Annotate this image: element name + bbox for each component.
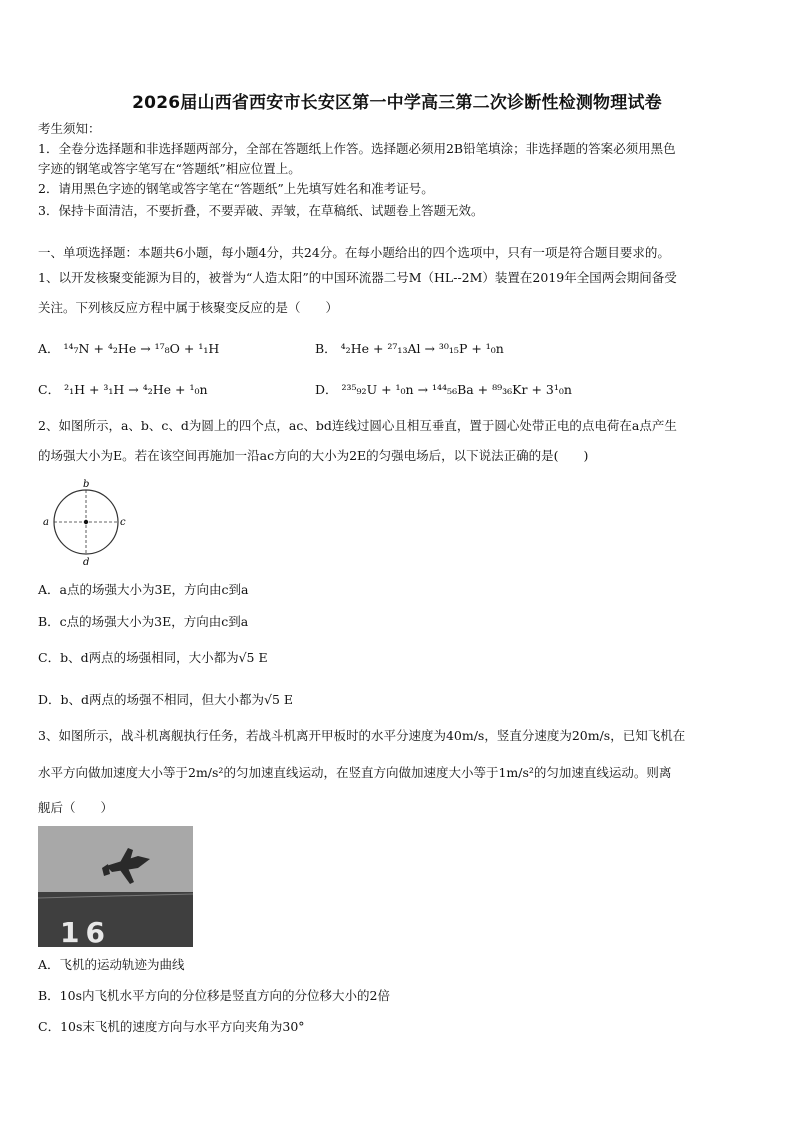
- q1-text-line2: 关注。下列核反应方程中属于核聚变反应的是（ ）: [38, 300, 339, 315]
- q1-option-c: [38, 380, 208, 398]
- deck-number: 16: [60, 916, 111, 947]
- q1-option-a: [38, 339, 219, 357]
- notice-heading: 考生须知：: [38, 121, 101, 136]
- q3-text-line1: 3、如图所示，战斗机离舰执行任务，若战斗机离开甲板时的水平分速度为40m/s，竖直分速度为20m/s，已知飞机在: [38, 728, 686, 743]
- q3-option-b: B．10s内飞机水平方向的分位移是竖直方向的分位移大小的2倍: [38, 988, 390, 1003]
- q2-option-d: D．b、d两点的场强不相同，但大小都为√5 E: [38, 692, 294, 707]
- option-label: A．: [38, 341, 60, 356]
- q2-text-line2: 的场强大小为E。若在该空间再施加一沿ac方向的大小为2E的匀强电场后，以下说法正确的是( ): [38, 448, 589, 463]
- option-label: B．: [315, 341, 337, 356]
- equation-b: ⁴₂He + ²⁷₁₃Al → ³⁰₁₅P + ¹₀n: [340, 341, 504, 356]
- q3-text-line3: 舰后（ ）: [38, 800, 114, 815]
- notice-item-1: 1．全卷分选择题和非选择题两部分，全部在答题纸上作答。选择题必须用2B铅笔填涂；非选择题的答案必须用黑色: [38, 141, 676, 156]
- q3-option-c: C．10s末飞机的速度方向与水平方向夹角为30°: [38, 1019, 305, 1034]
- label-a: a: [43, 517, 49, 528]
- equation-a: ¹⁴₇N + ⁴₂He → ¹⁷₈O + ¹₁H: [63, 341, 220, 356]
- q3-text-line2: 水平方向做加速度大小等于2m/s²的匀加速直线运动，在竖直方向做加速度大小等于1m/s²的匀加速直线运动。则离: [38, 765, 672, 780]
- q1-option-d: [315, 380, 572, 398]
- q1-text-line1: 1、以开发核聚变能源为目的，被誉为“人造太阳”的中国环流器二号M（HL--2M）装置在2019年全国两会期间备受: [38, 270, 677, 285]
- label-c: c: [120, 517, 126, 528]
- option-label: D．: [315, 382, 338, 397]
- q2-option-a: A．a点的场强大小为3E，方向由c到a: [38, 582, 249, 597]
- q3-option-a: A．飞机的运动轨迹为曲线: [38, 957, 185, 972]
- center-charge: [84, 520, 88, 524]
- notice-item-2: 2．请用黑色字迹的钢笔或答字笔在“答题纸”上先填写姓名和准考证号。: [38, 181, 434, 196]
- label-b: b: [83, 479, 90, 490]
- section-heading: 一、单项选择题：本题共6小题，每小题4分，共24分。在每小题给出的四个选项中，只有一项是符合题目要求的。: [38, 245, 670, 260]
- notice-item-1-cont: 字迹的钢笔或答字笔写在“答题纸”相应位置上。: [38, 161, 301, 176]
- notice-item-3: 3．保持卡面清洁，不要折叠，不要弄破、弄皱，在草稿纸、试题卷上答题无效。: [38, 203, 484, 218]
- q2-option-c: C．b、d两点的场强相同，大小都为√5 E: [38, 650, 268, 665]
- q2-text-line1: 2、如图所示，a、b、c、d为圆上的四个点，ac、bd连线过圆心且相互垂直，置于圆心处带正电的点电荷在a点产生: [38, 418, 677, 433]
- jet-illustration: [38, 826, 193, 947]
- q1-option-b: [315, 339, 504, 357]
- q2-option-b: B．c点的场强大小为3E，方向由c到a: [38, 614, 249, 629]
- label-d: d: [83, 557, 90, 568]
- q2-circle-diagram: [40, 477, 130, 569]
- equation-d: ²³⁵₉₂U + ¹₀n → ¹⁴⁴₅₆Ba + ⁸⁹₃₆Kr + 3¹₀n: [341, 382, 572, 397]
- equation-c: ²₁H + ³₁H → ⁴₂He + ¹₀n: [64, 382, 208, 397]
- fighter-jet-photo: [38, 826, 193, 947]
- option-label: C．: [38, 382, 61, 397]
- page-title: 2026届山西省西安市长安区第一中学高三第二次诊断性检测物理试卷: [132, 93, 662, 113]
